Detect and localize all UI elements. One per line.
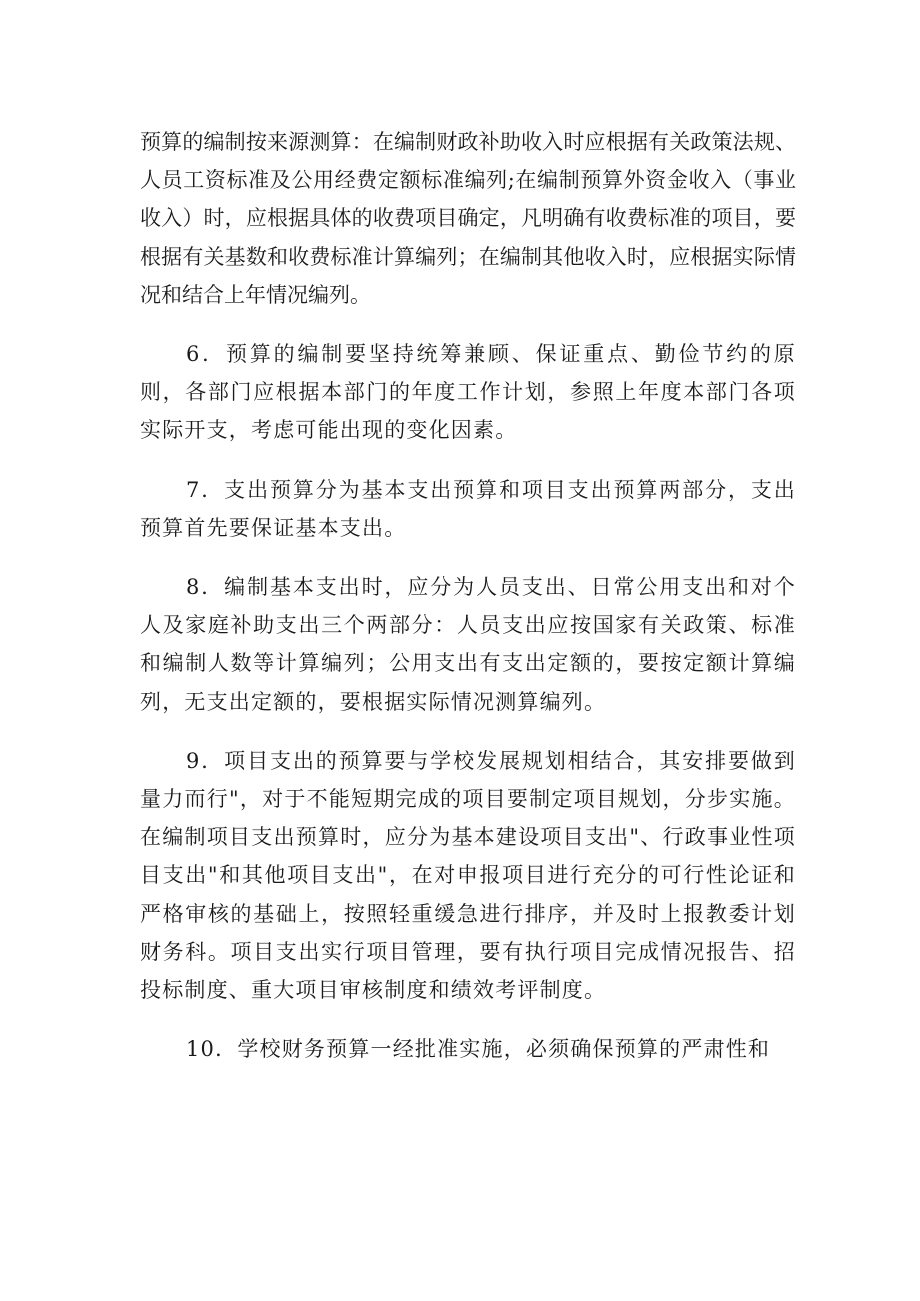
paragraph-item-10: 10．学校财务预算一经批准实施，必须确保预算的严肃性和 (186, 1037, 771, 1062)
paragraph-item-8: 8．编制基本支出时，应分为人员支出、日常公用支出和对个人及家庭补助支出三个两部分：人员支出应按国家有关政策、标准和编制人数等计算编列；公用支出有支出定额的，要按定额计算编列，无支出定额的，要根据实际情况测算编列。 (140, 575, 796, 714)
paragraph-item-7: 7．支出预算分为基本支出预算和项目支出预算两部分，支出预算首先要保证基本支出。 (140, 477, 796, 540)
document-page (140, 123, 796, 1068)
paragraph-item-9: 9．项目支出的预算要与学校发展规划相结合，其安排要做到量力而行"，对于不能短期完成的项目要制定项目规划，分步实施。在编制项目支出预算时，应分为基本建设项目支出"、行政事业性项目支出"和其他项目支出"，在对申报项目进行充分的可行性论证和严格审核的基础上，按照轻重缓急进行排序，并及时上报教委计划财务科。项目支出实行项目管理，要有执行项目完成情况报告、招投标制度、重大项目审核制度和绩效考评制度。 (140, 748, 796, 1003)
paragraph-budget-source: 预算的编制按来源测算：在编制财政补助收入时应根据有关政策法规、人员工资标准及公用经费定额标准编列;在编制预算外资金收入（事业收入）时，应根据具体的收费项目确定，凡明确有收费标准的项目，要根据有关基数和收费标准计算编列；在编制其他收入时，应根据实际情况和结合上年情况编列。 (140, 130, 796, 307)
paragraph-item-6: 6．预算的编制要坚持统筹兼顾、保证重点、勤俭节约的原则，各部门应根据本部门的年度工作计划，参照上年度本部门各项实际开支，考虑可能出现的变化因素。 (140, 342, 796, 443)
